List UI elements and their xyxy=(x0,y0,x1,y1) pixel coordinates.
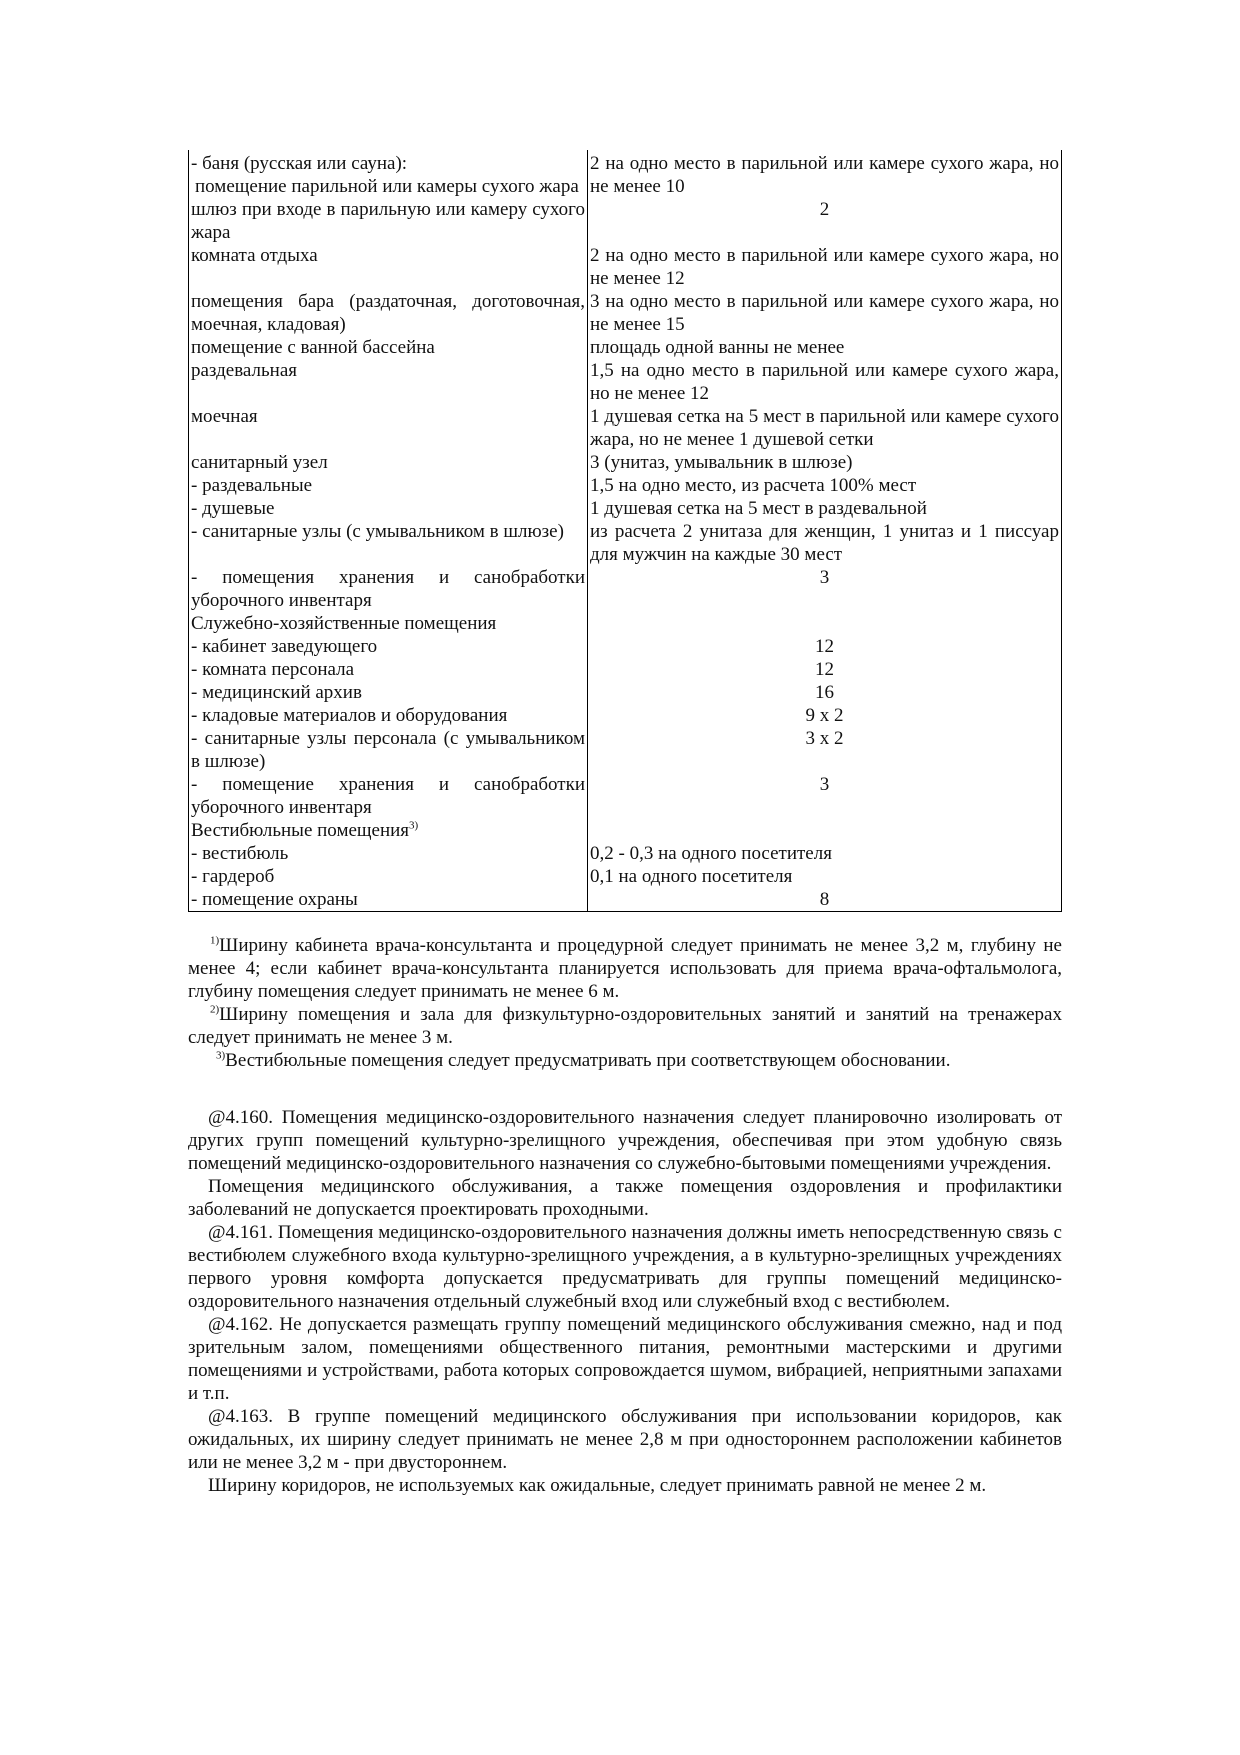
area-norm: 12 xyxy=(815,636,834,657)
body-text xyxy=(188,1106,1062,1497)
table-row xyxy=(189,773,1062,819)
room-name: помещение с ванной бассейна xyxy=(191,337,435,358)
room-name: - санитарные узлы персонала (с умывальником в шлюзе) xyxy=(191,728,585,772)
room-name: - душевые xyxy=(191,498,275,519)
footnote-ref: 3) xyxy=(409,819,419,832)
area-norm-cell xyxy=(588,635,1062,658)
room-name: комната отдыха xyxy=(191,245,318,266)
area-norm-cell xyxy=(588,150,1062,198)
room-name: - помещение хранения и санобработки уборочного инвентаря xyxy=(191,774,585,818)
footnote-1: $^{1)}$Ширину кабинета врача-консультанта и процедурной следует принимать не менее 3,2 м, глубину не менее 4; если кабинет врача-консультанта планируется использовать для приема врача-офтальмолога, глубину помещения следует принимать не менее 6 м. xyxy=(188,934,1062,1002)
table-row xyxy=(189,658,1062,681)
area-norm: 3 xyxy=(819,567,830,588)
room-name-cell xyxy=(189,727,588,773)
area-norm-cell xyxy=(588,819,1062,842)
room-name: - гардероб xyxy=(191,866,275,887)
room-name-cell xyxy=(189,244,588,290)
area-norm-cell xyxy=(588,451,1062,474)
area-norm: 3 xyxy=(819,774,830,795)
area-norm-cell xyxy=(588,198,1062,244)
paragraph-4-163: @4.163. В группе помещений медицинского обслуживания при использовании коридоров, как ожидальных, их ширину следует принимать не менее 2,8 м при одностороннем расположении кабинетов или не менее 3,2 м - при двустороннем. xyxy=(188,1406,1062,1473)
room-name-cell xyxy=(189,658,588,681)
area-norm: 2 xyxy=(819,199,830,220)
room-name: моечная xyxy=(191,406,258,427)
area-norm-cell xyxy=(588,727,1062,773)
room-name: шлюз при входе в парильную или камеру сухого жара xyxy=(191,199,585,243)
paragraph-4-162: @4.162. Не допускается размещать группу помещений медицинского обслуживания смежно, над и под зрительным залом, помещениями общественного питания, ремонтными мастерскими и другими помещениями и устройствами, работа которых сопровождается шумом, вибрацией, неприятными запахами и т.п. xyxy=(188,1314,1062,1404)
area-norm-cell xyxy=(588,888,1062,912)
area-norm-cell xyxy=(588,359,1062,405)
table-row xyxy=(189,888,1062,912)
area-norm: из расчета 2 унитаза для женщин, 1 унитаз и 1 писсуар для мужчин на каждые 30 мест xyxy=(590,521,1059,565)
room-name-cell xyxy=(189,819,588,842)
area-norm: 1 душевая сетка на 5 мест в парильной или камере сухого жара, но не менее 1 душевой сетки xyxy=(590,406,1059,450)
room-name-cell xyxy=(189,842,588,865)
area-norm: площадь одной ванны не менее xyxy=(590,337,845,358)
footnote-2: $^{2)}$Ширину помещения и зала для физкультурно-оздоровительных занятий и занятий на тренажерах следует принимать не менее 3 м. xyxy=(188,1003,1062,1048)
footnote-3: $^{3)}$Вестибюльные помещения следует предусматривать при соответствующем обосновании. xyxy=(216,1049,951,1071)
room-name-cell xyxy=(189,888,588,912)
table-row xyxy=(189,336,1062,359)
table-row xyxy=(189,244,1062,290)
paragraph-corridor-width: Ширину коридоров, не используемых как ожидальные, следует принимать равной не менее 2 м. xyxy=(208,1475,987,1496)
area-norm: 2 на одно место в парильной или камере сухого жара, но не менее 12 xyxy=(590,245,1059,289)
paragraph-medical-passage: Помещения медицинского обслуживания, а также помещения оздоровления и профилактики заболеваний не допускается проектировать проходными. xyxy=(188,1176,1062,1220)
area-norm: 3 на одно место в парильной или камере сухого жара, но не менее 15 xyxy=(590,291,1059,335)
room-name-cell xyxy=(189,773,588,819)
table-row xyxy=(189,566,1062,612)
room-name-cell xyxy=(189,520,588,566)
table-row xyxy=(189,405,1062,451)
table-row xyxy=(189,681,1062,704)
table-row xyxy=(189,612,1062,635)
table-row xyxy=(189,359,1062,405)
room-name: - санитарные узлы (с умывальником в шлюзе) xyxy=(191,521,564,542)
room-name-cell xyxy=(189,474,588,497)
area-norm: 12 xyxy=(815,659,834,680)
area-norm-cell xyxy=(588,474,1062,497)
paragraph-4-160: @4.160. Помещения медицинско-оздоровительного назначения следует планировочно изолировать от других групп помещений культурно-зрелищного учреждения, обеспечивая при этом удобную связь помещений медицинско-оздоровительного назначения со служебно-бытовыми помещениями учреждения. xyxy=(188,1107,1062,1174)
table-row xyxy=(189,150,1062,198)
area-norm: 1,5 на одно место в парильной или камере сухого жара, но не менее 12 xyxy=(590,360,1059,404)
room-name: - баня (русская или сауна): xyxy=(191,153,408,174)
room-name-cell xyxy=(189,150,588,198)
table-row xyxy=(189,865,1062,888)
paragraph-4-161: @4.161. Помещения медицинско-оздоровительного назначения должны иметь непосредственную связь с вестибюлем служебного входа культурно-зрелищного учреждения, а в культурно-зрелищных учреждениях первого уровня комфорта допускается предусматривать для группы помещений медицинско-оздоровительного назначения отдельный служебный вход или служебный вход с вестибюлем. xyxy=(188,1222,1062,1312)
area-norm-cell xyxy=(588,244,1062,290)
area-norm: 0,2 - 0,3 на одного посетителя xyxy=(590,843,832,864)
room-name-cell xyxy=(189,405,588,451)
room-name: - кладовые материалов и оборудования xyxy=(191,705,508,726)
room-name: Служебно-хозяйственные помещения xyxy=(191,613,497,634)
area-norm: 1,5 на одно место, из расчета 100% мест xyxy=(590,475,917,496)
room-name-cell xyxy=(189,497,588,520)
room-name: - кабинет заведующего xyxy=(191,636,378,657)
room-name-cell xyxy=(189,290,588,336)
room-name: раздевальная xyxy=(191,360,298,381)
area-norm-cell xyxy=(588,681,1062,704)
area-norm: 9 х 2 xyxy=(805,705,844,726)
area-norm: 3 х 2 xyxy=(805,728,844,749)
room-name: помещения бара (раздаточная, доготовочная, моечная, кладовая) xyxy=(191,291,585,335)
room-name: - комната персонала xyxy=(191,659,355,680)
table-row xyxy=(189,727,1062,773)
table-row xyxy=(189,290,1062,336)
footnotes xyxy=(188,934,1062,1072)
requirements-table xyxy=(188,150,1062,912)
table-row xyxy=(189,819,1062,842)
room-name-cell xyxy=(189,566,588,612)
area-norm-cell xyxy=(588,290,1062,336)
room-name: - помещения хранения и санобработки уборочного инвентаря xyxy=(191,567,585,611)
room-name-cell xyxy=(189,451,588,474)
room-name-cell xyxy=(189,635,588,658)
document-page xyxy=(188,150,1062,1497)
area-norm: 0,1 на одного посетителя xyxy=(590,866,793,887)
area-norm-cell xyxy=(588,520,1062,566)
area-norm-cell xyxy=(588,497,1062,520)
table-row xyxy=(189,497,1062,520)
table-row xyxy=(189,842,1062,865)
table-row xyxy=(189,474,1062,497)
area-norm-cell xyxy=(588,612,1062,635)
area-norm: 3 (унитаз, умывальник в шлюзе) xyxy=(590,452,853,473)
room-name: - медицинский архив xyxy=(191,682,362,703)
area-norm: 8 xyxy=(819,889,830,910)
room-name: - раздевальные xyxy=(191,475,313,496)
area-norm-cell xyxy=(588,336,1062,359)
room-name-sub: помещение парильной или камеры сухого жара xyxy=(195,176,579,197)
area-norm-cell xyxy=(588,405,1062,451)
room-name: санитарный узел xyxy=(191,452,328,473)
area-norm: 1 душевая сетка на 5 мест в раздевальной xyxy=(590,498,927,519)
room-name: - вестибюль xyxy=(191,843,289,864)
table-row xyxy=(189,520,1062,566)
area-norm-cell xyxy=(588,566,1062,612)
room-name-cell xyxy=(189,865,588,888)
area-norm-cell xyxy=(588,658,1062,681)
room-name-cell xyxy=(189,681,588,704)
room-name: - помещение охраны xyxy=(191,889,358,910)
room-name-cell xyxy=(189,359,588,405)
area-norm-cell xyxy=(588,865,1062,888)
area-norm-cell xyxy=(588,773,1062,819)
area-norm-cell xyxy=(588,842,1062,865)
area-norm-cell xyxy=(588,704,1062,727)
area-norm: 16 xyxy=(815,682,834,703)
table-row xyxy=(189,635,1062,658)
table-row xyxy=(189,451,1062,474)
room-name-cell xyxy=(189,336,588,359)
area-norm: 2 на одно место в парильной или камере сухого жара, но не менее 10 xyxy=(590,153,1059,197)
room-name: Вестибюльные помещения xyxy=(191,820,410,841)
room-name-cell xyxy=(189,198,588,244)
room-name-cell xyxy=(189,704,588,727)
room-name-cell xyxy=(189,612,588,635)
table-row xyxy=(189,198,1062,244)
table-row xyxy=(189,704,1062,727)
